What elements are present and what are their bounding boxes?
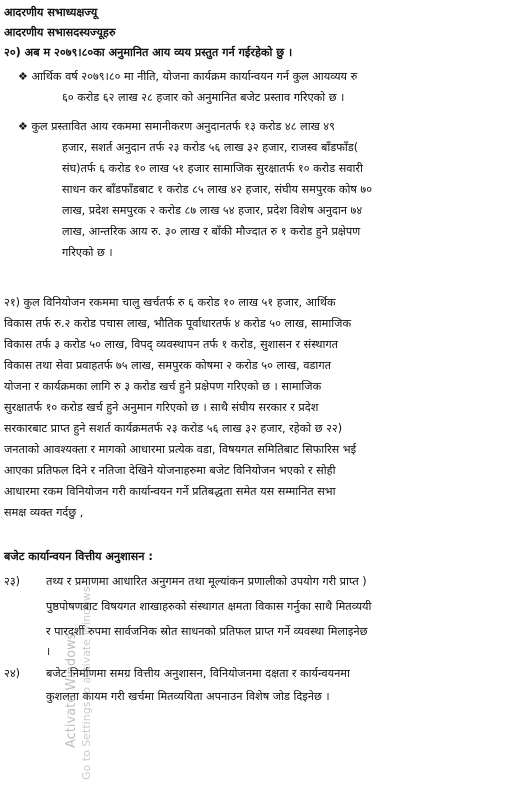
bullet-1 <box>18 68 357 86</box>
para-21-line-8: जनताको आवश्यक्ता र मागको आधारमा प्रत्येक वडा, विषयगत समितिबाट सिफारिस भई <box>4 443 357 456</box>
activate-windows-watermark-subtitle: Go to Settings to activate Windows. <box>80 582 93 780</box>
bullet-2-line-6: लाख, आन्तरिक आय रु. ३० लाख र बाँकी मौज्दात रु १ करोड हुने प्रक्षेपण <box>62 225 361 238</box>
item-23-number: २३) <box>4 575 20 588</box>
section-heading-fiscal-discipline: बजेट कार्यान्वयन वित्तीय अनुशासन : <box>4 550 153 563</box>
item-24-line-2: कुशलता कायम गरी खर्चमा मितव्ययिता अपनाउन विशेष जोड दिइनेछ । <box>46 690 330 703</box>
item-23-line-1: तथ्य र प्रमाणमा आधारित अनुगमन तथा मूल्यांकन प्रणालीको उपयोग गरी प्राप्त ) <box>46 575 367 588</box>
para-21-line-5: योजना र कार्यक्रमका लागि रु ३ करोड खर्च हुने प्रक्षेपण गरिएको छ । सामाजिक <box>4 380 322 393</box>
para-21-line-1: २१) कुल विनियोजन रकममा चालु खर्चतर्फ रु ६ करोड १० लाख ५१ हजार, आर्थिक <box>4 296 336 309</box>
bullet-2-line-2: हजार, सशर्त अनुदान तर्फ २३ करोड ५६ लाख ३२ हजार, राजस्व बाँडफाँड( <box>62 141 359 154</box>
bullet-2-line-3: संघ)तर्फ ६ करोड १० लाख ५१ हजार सामाजिक सुरक्षातर्फ १० करोड सवारी <box>62 162 363 175</box>
bullet-2-line-4: साधन कर बाँडफाँडबाट १ करोड ८५ लाख ४२ हजार, संघीय समपुरक कोष ७० <box>62 183 373 196</box>
bullet-1-line-2: ६० करोड ६२ लाख २८ हजार को अनुमानित बजेट प्रस्ताव गरिएको छ । <box>62 91 345 104</box>
item-20: २०) अब म २०७९।८०का अनुमानित आय व्यय प्रस्तुत गर्न गईरहेको छु । <box>4 46 293 59</box>
para-21-line-2: विकास तर्फ रु.२ करोड पचास लाख, भौतिक पूर्वाधारतर्फ ४ करोड ५० लाख, सामाजिक <box>4 317 352 330</box>
item-24-line-1: बजेट निर्माणमा समग्र वित्तीय अनुशासन, विनियोजनमा दक्षता र कार्यन्वयनमा <box>46 667 350 680</box>
para-21-line-11: समक्ष व्यक्त गर्दछु , <box>4 506 84 519</box>
item-23-line-2: पुष्ठपोषणबाट विषयगत शाखाहरुको संस्थागत क्षमता विकास गर्नुका साथै मितव्ययी <box>46 600 372 613</box>
activate-windows-watermark: Activate Windows <box>64 632 79 748</box>
para-21-line-9: आएका प्रतिफल दिने र नतिजा देखिने योजनाहरुमा बजेट विनियोजन भएको र सोही <box>4 464 336 477</box>
bullet-2-line-1: कुल प्रस्तावित आय रकममा समानीकरण अनुदानतर्फ १३ करोड ४८ लाख ४९ <box>31 120 335 133</box>
para-21-line-7: सरकारबाट प्राप्त हुने सशर्त कार्यक्रमतर्फ २३ करोड ५६ लाख ३२ हजार, रहेको छ २२) <box>4 422 343 435</box>
heading-chairperson: आदरणीय सभाध्यक्षज्यू <box>4 6 98 19</box>
bullet-2-line-5: लाख, प्रदेश समपुरक २ करोड ८७ लाख ५४ हजार, प्रदेश विशेष अनुदान ७४ <box>62 204 363 217</box>
item-23-line-4: । <box>46 645 51 658</box>
bullet-2 <box>18 118 335 136</box>
para-21-line-3: विकास तर्फ ३ करोड ५० लाख, विपद् व्यवस्थापन तर्फ १ करोड, सुशासन र संस्थागत <box>4 338 339 351</box>
bullet-2-line-7: गरिएको छ । <box>62 246 113 259</box>
item-23-line-3: र पारदर्शी रुपमा सार्वजनिक स्रोत साधनको प्रतिफल प्राप्त गर्ने व्यवस्था मिलाइनेछ <box>46 625 368 638</box>
bullet-diamond-icon: ❖ <box>18 120 28 133</box>
bullet-1-line-1: आर्थिक वर्ष २०७९।८० मा नीति, योजना कार्यक्रम कार्यान्वयन गर्न कुल आयव्यय रु <box>31 70 358 83</box>
item-24-number: २४) <box>4 667 20 680</box>
para-21-line-10: आधारमा रकम विनियोजन गरी कार्यान्वयन गर्ने प्रतिबद्धता समेत यस सम्मानित सभा <box>4 485 336 498</box>
bullet-diamond-icon: ❖ <box>18 70 28 83</box>
para-21-line-4: विकास तथा सेवा प्रवाहतर्फ ७५ लाख, समपुरक कोषमा २ करोड ५० लाख, वडागत <box>4 359 331 372</box>
para-21-line-6: सुरक्षातर्फ १० करोड खर्च हुने अनुमान गरिएको छ । साथै संघीय सरकार र प्रदेश <box>4 401 319 414</box>
heading-members: आदरणीय सभासदस्यज्यूहरु <box>4 26 116 39</box>
